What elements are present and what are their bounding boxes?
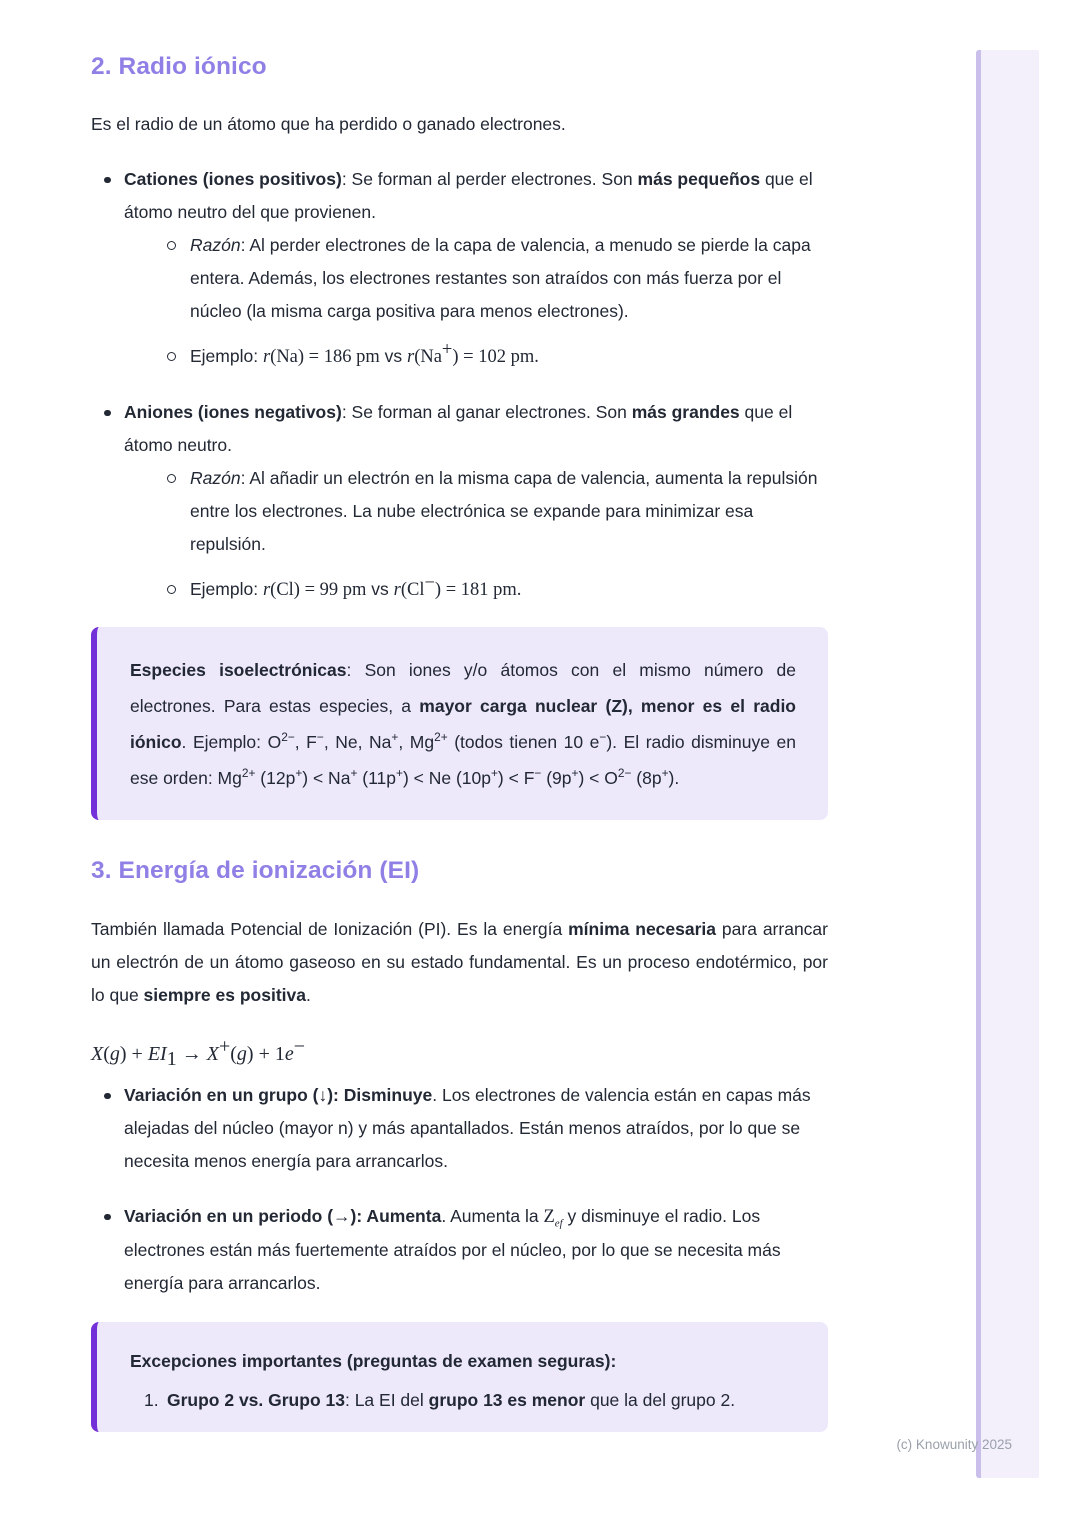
excepcion-1-number: 1. — [144, 1390, 159, 1410]
text-segment: X — [206, 1043, 219, 1065]
text-segment: 1 — [166, 1048, 177, 1070]
text-segment: mayor carga nuclear (Z), menor es el radio iónico — [130, 696, 796, 752]
text-segment: − — [293, 1035, 306, 1058]
next-page-preview — [976, 50, 1039, 1478]
aniones-sublist — [157, 462, 828, 607]
list-item-aniones-ejemplo — [157, 573, 828, 607]
text-segment: vs — [379, 346, 407, 366]
text-segment: − — [424, 573, 435, 594]
text-segment: . Ejemplo: O — [181, 732, 282, 752]
text-segment: 2− — [617, 766, 632, 781]
text-segment: (9p — [541, 768, 572, 788]
text-segment: (12p — [255, 768, 296, 788]
list-item-cationes — [91, 163, 828, 374]
text-segment: ) < Ne (10p — [402, 768, 491, 788]
text-segment: Ejemplo: — [190, 346, 263, 366]
excepcion-1-text — [167, 1382, 796, 1419]
list-item-excepcion-1 — [144, 1382, 796, 1419]
text-segment: 2− — [281, 730, 295, 745]
text-segment: : La EI del — [344, 1390, 429, 1410]
section-2-intro: Es el radio de un átomo que ha perdido o ganado electrones. — [91, 114, 566, 134]
text-segment: mínima necesaria — [568, 919, 717, 939]
callout-excepciones-title: Excepciones importantes (preguntas de examen seguras): — [130, 1351, 617, 1371]
text-segment: ) = 181 pm. — [434, 580, 522, 600]
text-segment: También llamada Potencial de Ionización (PI). Es la energía — [91, 919, 569, 939]
aniones-ejemplo-text — [190, 573, 828, 607]
text-segment: y disminuye el radio. Los electrones están más fuertemente atraídos por el núcleo, por lo que se necesita más energía para arrancarlos. — [124, 1206, 781, 1293]
text-segment: . Los electrones de valencia están en capas más alejadas del núcleo (mayor n) y más apantallados. Están menos atraídos, por lo que se necesita menos energía para arrancarlos. — [124, 1085, 811, 1171]
notes-content — [91, 0, 828, 1432]
aniones-razon-text — [190, 462, 828, 561]
text-segment: ( — [230, 1043, 237, 1065]
text-segment: ). — [668, 768, 680, 788]
variacion-periodo-text — [124, 1200, 828, 1300]
text-segment: + — [350, 766, 358, 781]
aniones-text — [124, 396, 828, 462]
text-segment: r — [262, 347, 271, 367]
text-segment: : Al añadir un electrón en la misma capa de valencia, aumenta la repulsión entre los electrones. La nube electrónica se expande para minimizar esa repulsión. — [190, 468, 818, 554]
ion-types-list — [91, 163, 828, 607]
text-segment: que la del grupo 2. — [585, 1390, 736, 1410]
text-segment: + — [490, 766, 498, 781]
cationes-sublist — [157, 229, 828, 374]
text-segment: 2+ — [434, 730, 448, 745]
text-segment: (Na) = 186 pm — [270, 347, 380, 367]
text-segment: Grupo 2 vs. Grupo 13 — [167, 1390, 345, 1410]
text-segment: − — [534, 766, 542, 781]
callout-especies-text — [130, 652, 796, 796]
ionization-formula — [91, 1035, 828, 1071]
list-item-aniones — [91, 396, 828, 607]
text-segment: r — [406, 347, 415, 367]
text-segment: Cationes (iones positivos) — [124, 169, 342, 189]
text-segment: : Se forman al perder electrones. Son — [341, 169, 638, 189]
text-segment: ) < Na — [302, 768, 351, 788]
text-segment: (Na — [414, 347, 442, 367]
text-segment: . — [306, 985, 311, 1005]
text-segment: siempre es positiva — [143, 985, 306, 1005]
text-segment: Variación en un periodo (→): Aumenta — [124, 1206, 442, 1226]
text-segment: (Cl) = 99 pm — [270, 580, 367, 600]
text-segment: + — [441, 340, 453, 361]
text-segment: 2+ — [241, 766, 256, 781]
list-item-cationes-razon — [157, 229, 828, 328]
text-segment: Z — [543, 1207, 555, 1227]
text-segment: (11p — [357, 768, 396, 788]
text-segment: Razón — [190, 468, 241, 488]
text-segment: más pequeños — [637, 169, 761, 189]
text-segment: Ejemplo: — [190, 579, 263, 599]
text-segment: que el átomo neutro. — [124, 402, 793, 455]
text-segment: + — [391, 730, 399, 745]
section-2-heading: 2. Radio iónico — [91, 53, 267, 80]
text-segment: : Al perder electrones de la capa de valencia, a menudo se pierde la capa entera. Además, los electrones restantes son atraídos con más fuerza por el núcleo (la misma carga positiva para menos electrones). — [190, 235, 811, 321]
text-segment: ) + 1 — [246, 1043, 285, 1065]
list-item-variacion-grupo — [91, 1079, 828, 1178]
text-segment: + — [395, 766, 403, 781]
text-segment: g — [109, 1043, 120, 1065]
text-segment: Razón — [190, 235, 241, 255]
text-segment: − — [599, 730, 607, 745]
text-segment: ). El radio disminuye en ese orden: Mg — [130, 732, 796, 788]
text-segment: grupo 13 es menor — [428, 1390, 586, 1410]
text-segment: r — [393, 580, 401, 600]
cationes-razon-text — [190, 229, 828, 328]
text-segment: + — [661, 766, 669, 781]
text-segment: , F — [294, 732, 317, 752]
text-segment: r — [262, 580, 271, 600]
text-segment: X — [91, 1043, 104, 1065]
text-segment: ef — [554, 1217, 563, 1230]
text-segment: ) + — [119, 1043, 148, 1065]
text-segment: Aniones (iones negativos) — [124, 402, 342, 422]
cationes-ejemplo-text — [190, 340, 828, 374]
text-segment: más grandes — [631, 402, 740, 422]
text-segment: que el átomo neutro del que provienen. — [124, 169, 813, 222]
text-segment: (todos tienen 10 e — [447, 732, 600, 752]
list-item-variacion-periodo — [91, 1200, 828, 1300]
text-segment: g — [236, 1043, 247, 1065]
cationes-text — [124, 163, 828, 229]
text-segment: Variación en un grupo (↓): Disminuye — [124, 1085, 433, 1105]
text-segment: EI — [147, 1043, 167, 1065]
text-segment: : Son iones y/o átomos con el mismo número de electrones. Para estas especies, a — [130, 660, 797, 716]
text-segment: . Aumenta la — [441, 1206, 544, 1226]
text-segment: para arrancar un electrón de un átomo gaseoso en su estado fundamental. Es un proceso endotérmico, por lo que — [91, 919, 828, 1005]
text-segment: → — [176, 1043, 207, 1065]
text-segment: + — [295, 766, 303, 781]
text-segment: e — [284, 1043, 294, 1065]
text-segment: + — [571, 766, 579, 781]
callout-especies-isoelectronicas — [91, 627, 828, 820]
section-3-intro — [91, 913, 828, 1012]
callout-excepciones — [91, 1322, 828, 1432]
text-segment: (8p — [631, 768, 662, 788]
text-segment: , Ne, Na — [323, 732, 392, 752]
text-segment: ) < F — [497, 768, 535, 788]
variacion-grupo-text — [124, 1079, 828, 1178]
text-segment: ) < O — [578, 768, 618, 788]
excepciones-list — [144, 1382, 796, 1419]
text-segment: : Se forman al ganar electrones. Son — [341, 402, 632, 422]
text-segment: ( — [103, 1043, 110, 1065]
text-segment: (Cl — [400, 580, 425, 600]
list-item-aniones-razon — [157, 462, 828, 561]
text-segment: − — [316, 730, 324, 745]
ionization-variation-list — [91, 1079, 828, 1300]
section-3-heading: 3. Energía de ionización (EI) — [91, 857, 420, 884]
list-item-cationes-ejemplo — [157, 340, 828, 374]
text-segment: vs — [366, 579, 394, 599]
text-segment: Especies isoelectrónicas — [130, 660, 347, 680]
text-segment: + — [218, 1035, 231, 1058]
text-segment: ) = 102 pm. — [452, 347, 539, 367]
text-segment: , Mg — [398, 732, 435, 752]
watermark: (c) Knowunity 2025 — [896, 1437, 1012, 1452]
